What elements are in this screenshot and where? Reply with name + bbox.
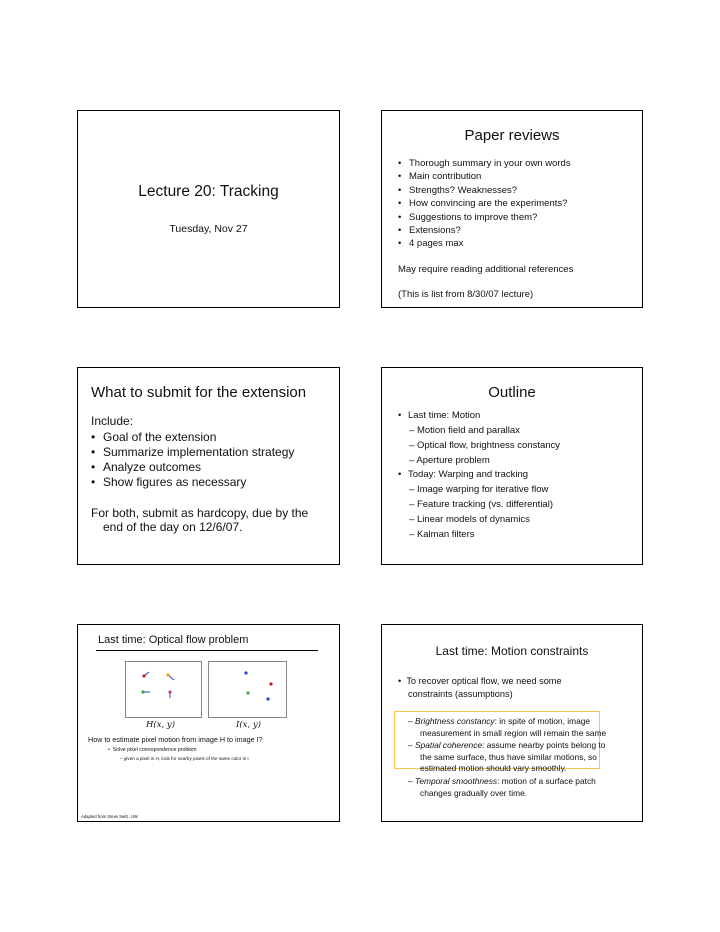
list-item: – given a pixel in H, look for nearby pixels of the same color in I [120, 756, 249, 761]
title-rule [96, 650, 318, 651]
constraint-item: measurement in small region will remain the same [420, 728, 607, 738]
list-item: – Linear models of dynamics [409, 514, 530, 525]
list-item: • Last time: Motion [398, 410, 481, 421]
question-text: How to estimate pixel motion from image H to image I? [88, 735, 263, 744]
list-item: constraints (assumptions) [408, 689, 513, 699]
note-text: (This is list from 8/30/07 lecture) [398, 289, 534, 300]
lecture-date: Tuesday, Nov 27 [169, 223, 248, 235]
list-item: • Today: Warping and tracking [398, 469, 529, 480]
constraint-item: estimated motion should vary smoothly. [420, 763, 567, 773]
list-item: • Show figures as necessary [91, 475, 247, 489]
slide-title: Paper reviews [464, 127, 560, 144]
slide-paper-reviews [381, 110, 643, 308]
list-item: • Goal of the extension [91, 430, 217, 444]
credit-text: Adapted from Steve Seitz, UW [81, 814, 138, 819]
list-item: – Motion field and parallax [409, 425, 520, 436]
slide-title: What to submit for the extension [91, 384, 307, 401]
list-item: – Image warping for iterative flow [409, 484, 549, 495]
list-item: • Solve pixel correspondence problem [108, 747, 197, 753]
footer-text: end of the day on 12/6/07. [103, 520, 243, 534]
slide-title: Last time: Motion constraints [435, 644, 589, 658]
list-item: • Thorough summary in your own words [398, 158, 571, 169]
list-item: – Aperture problem [409, 455, 490, 466]
pixel-points [209, 662, 286, 717]
image-i-figure [208, 661, 287, 718]
list-item: • Summarize implementation strategy [91, 445, 295, 459]
bullet-list [91, 430, 294, 490]
slide-title: Last time: Optical flow problem [98, 634, 249, 646]
image-h-figure [125, 661, 202, 718]
slide-optical-flow-problem [77, 624, 340, 822]
list-item: – Kalman filters [409, 529, 475, 540]
slide-lecture-title [77, 110, 340, 308]
include-label: Include: [91, 414, 134, 428]
list-item: • How convincing are the experiments? [398, 198, 568, 210]
slide-title: Outline [488, 384, 536, 401]
lecture-title: Lecture 20: Tracking [138, 183, 279, 200]
constraint-item: – Brightness constancy: in spite of motion, image [408, 716, 591, 726]
list-item: • To recover optical flow, we need some [398, 676, 562, 686]
list-item: • Extensions? [398, 225, 461, 237]
list-item: • Suggestions to improve them? [398, 211, 538, 223]
list-item: – Optical flow, brightness constancy [409, 440, 561, 451]
list-item: • Analyze outcomes [91, 460, 202, 474]
list-item: • 4 pages max [398, 238, 464, 250]
label-i: I(x, y) [236, 720, 261, 730]
slide-extension-submission [77, 367, 340, 565]
footer-text: For both, submit as hardcopy, due by the [91, 506, 309, 520]
constraint-item: changes gradually over time. [420, 788, 528, 798]
slide-outline [381, 367, 643, 565]
label-h: H(x, y) [146, 720, 176, 730]
flow-arrows [126, 662, 201, 717]
list-item: – Feature tracking (vs. differential) [409, 499, 553, 510]
constraint-item: – Temporal smoothness: motion of a surface patch [408, 776, 596, 786]
note-text: May require reading additional references [398, 264, 574, 275]
list-item: • Strengths? Weaknesses? [398, 184, 518, 196]
slide-motion-constraints [381, 624, 643, 822]
list-item: • Main contribution [398, 171, 482, 183]
constraint-item: – Spatial coherence: assume nearby points belong to [408, 740, 606, 750]
bullet-list [398, 157, 571, 251]
constraint-item: the same surface, thus have similar motions, so [420, 752, 597, 762]
